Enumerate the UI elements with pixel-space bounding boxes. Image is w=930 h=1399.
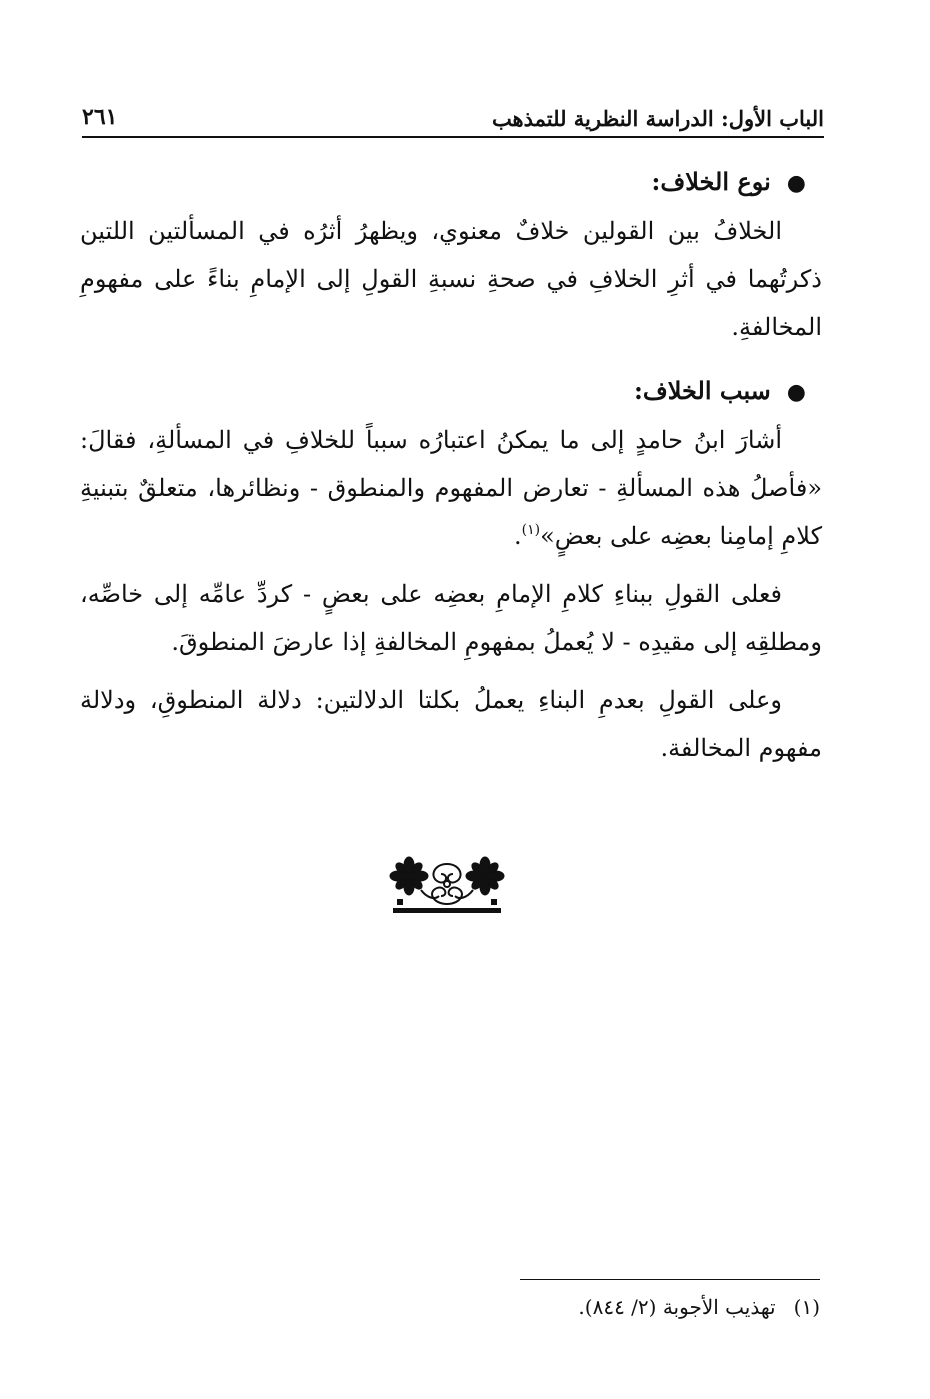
bullet-icon: ●: [786, 170, 806, 196]
running-header: [82, 104, 824, 138]
paragraph: الخلافُ بين القولين خلافٌ معنوي، ويظهرُ أثرُه في المسألتين اللتين ذكرتُهما في أثرِ الخلافِ في صحةِ نسبةِ القولِ إلى الإمامِ بناءً على مفهومِ المخالفةِ.: [80, 217, 822, 341]
section-heading-text: نوع الخلاف:: [651, 167, 771, 196]
floral-ornament-icon: [389, 856, 505, 918]
footnote-rule: [520, 1279, 820, 1280]
page-body: [80, 160, 822, 772]
page-number: ٢٦١: [82, 104, 118, 130]
footnote-marker: (١): [521, 522, 541, 538]
section-heading-disagreement-type: [80, 160, 822, 205]
paragraph-text: أشارَ ابنُ حامدٍ إلى ما يمكنُ اعتبارُه سبباً للخلافِ في المسألةِ، فقالَ: «فأصلُ هذه المسألةِ - تعارض المفهوم والمنطوق - ونظائرها، متعلقٌ بتبنيةِ كلامِ إمامِنا بعضِه على بعضٍ»: [80, 426, 822, 550]
footnote: [578, 1292, 820, 1322]
bullet-icon: ●: [786, 379, 806, 405]
footnote-text: تهذيب الأجوبة (٢/ ٨٤٤).: [578, 1295, 776, 1319]
paragraph: فعلى القولِ ببناءِ كلامِ الإمامِ بعضِه على بعضٍ - كردِّ عامِّه إلى خاصِّه، ومطلقِه إلى مقيدِه - لا يُعملُ بمفهومِ المخالفةِ إذا عارضَ المنطوقَ.: [80, 580, 822, 656]
running-title: الباب الأول: الدراسة النظرية للتمذهب: [491, 106, 824, 131]
paragraph: وعلى القولِ بعدمِ البناءِ يعملُ بكلتا الدلالتين: دلالة المنطوقِ، ودلالة مفهوم المخالفة.: [80, 686, 822, 762]
paragraph-with-quote: أشارَ ابنُ حامدٍ إلى ما يمكنُ اعتبارُه سبباً للخلافِ في المسألةِ، فقالَ: «فأصلُ هذه المسألةِ - تعارض المفهوم والمنطوق - ونظائرها، متعلقٌ بتبنيةِ كلامِ إمامِنا بعضِه على بعضٍ»$^{(١)}$.: [80, 426, 822, 550]
section-heading-text: سبب الخلاف:: [633, 376, 771, 405]
footnote-number: (١): [793, 1295, 820, 1319]
header-rule: [82, 136, 824, 138]
section-heading-disagreement-cause: [80, 369, 822, 414]
